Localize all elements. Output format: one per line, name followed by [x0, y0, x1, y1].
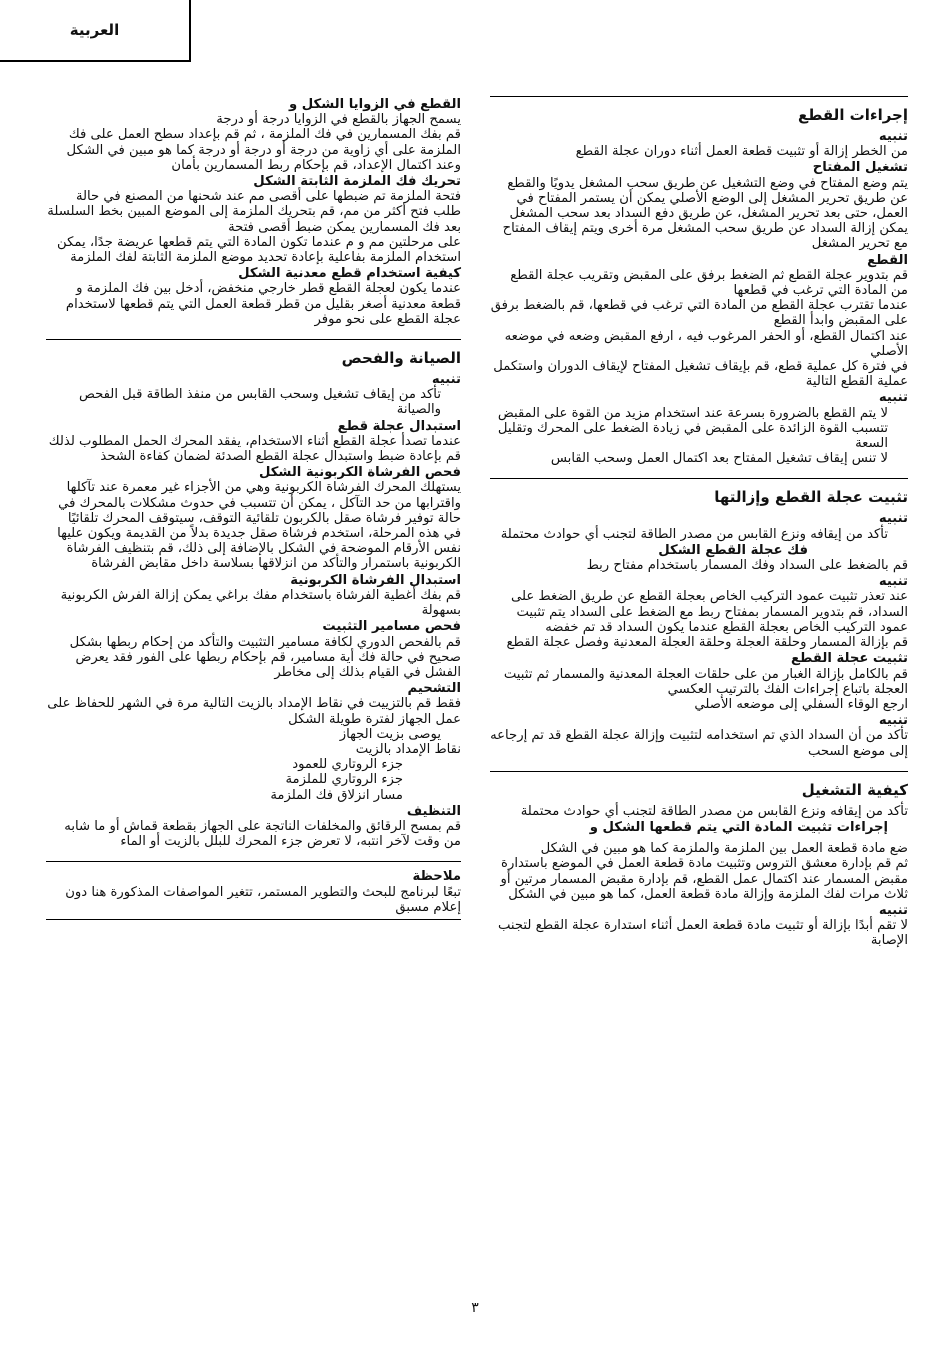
paragraph: تبعًا لبرنامج للبحث والتطوير المستمر، تتغير المواصفات المذكورة هنا دون إعلام مسبق [65, 884, 461, 915]
paragraph: ارجع الوقاء السفلي إلى موضعه الأصلي [694, 696, 908, 712]
paragraph: عندما يكون لعجلة القطع قطر خارجي منخفض، أدخل بين فك الملزمة و قطعة معدنية أصغر بقليل من قطر قطعة العمل التي يتم قطعها لاستخدام عجلة القطع على نحو موفر [65, 281, 461, 327]
language-tab: العربية [0, 0, 191, 62]
caution-item: لا يتم القطع بالضرورة بسرعة عند استخدام مزيد من القوة على المقبض [497, 405, 888, 421]
paragraph: قم بفك المسمارين في فك الملزمة ، ثم قم بإعداد سطح العمل على فك الملزمة على أي زاوية من درجة أو درجة أو درجة كما هو مبين في الشكل وعند اكتمال الإعداد، قم بإحكام ربط المسمارين بأمان [66, 127, 461, 173]
caution-text: تأكد من أن السداد الذي تم استخدامه لتثبيت وإزالة عجلة القطع قد تم إرجاعه إلى موضع السحب [490, 728, 908, 759]
paragraph: قم بفك أغطية الفرشاة باستخدام مفك براغي يمكن إزالة الفرش الكربونية بسهولة [60, 587, 461, 619]
caution-label: تنبيه [878, 574, 908, 590]
subheading-brush-check: فحص الفرشاة الكربونية الشكل [258, 465, 461, 481]
paragraph: في فترة كل عملية قطع، قم بإيقاف تشغيل المفتاح لإيقاف الدوران واستكمل عملية القطع التالية [493, 359, 908, 390]
caution-item: تتسبب القوة الزائدة على المقبض في زيادة الضغط على المحرك وتقليل السعة [497, 420, 888, 452]
subheading-angle: القطع في الزوايا الشكل و [289, 97, 461, 112]
section-angle [46, 97, 461, 327]
paragraph: قم بالفحص الدوري لكافة مسامير التثبيت والتأكد من إحكام ربطها بشكل صحيح في حالة فك أية مسامير، قم بإحكام ربطها على الفور فقد يعرض الفشل في القيام بذلك إلى مخاطر [69, 634, 461, 680]
list-item: جزء الروتاري للملزمة [285, 772, 403, 788]
paragraph: ضع مادة قطعة العمل بين الملزمة والملزمة كما هو مبين في الشكل [540, 841, 908, 857]
caution-item: لا تنس إيقاف تشغيل المفتاح بعد اكتمال العمل وسحب القابس [550, 451, 888, 467]
subheading-switch: تشغيل المفتاح [812, 160, 908, 176]
paragraph: يستهلك المحرك الفرشاة الكربونية وهي من الأجزاء غير معمرة عند تآكلها واقترابها من حد التآكل ، يمكن أن تتسبب في حدوث مشكلات بالمحرك في حالة توفير فرشاة صقل بالكربون تلقائية التوقف، سيتوقف المحرك تلقائيًا [58, 480, 461, 526]
section-mounting [490, 478, 908, 758]
section-note [46, 861, 461, 920]
list-item: مسار انزلاق فك الملزمة [270, 787, 403, 803]
caution-label: تنبيه [431, 372, 461, 388]
paragraph: قم بالكامل بإزالة الغبار من على حلقات العجلة المعدنية والمسمار ثم تثبيت العجلة باتباع إجراءات الفك بالترتيب العكسي [503, 666, 908, 697]
list-item: جزء الروتاري للعمود [292, 757, 403, 773]
subheading-note: ملاحظة [412, 869, 461, 885]
caution-label: تنبيه [878, 902, 908, 918]
paragraph: يتم وضع المفتاح في وضع التشغيل عن طريق سحب المشغل يدويًا والقطع عن طريق تحرير المشغل إلى الوضع الأصلي يمكن أن يستمر المفتاح في العمل، حتى بعد تحرير المشغل، عن طريق دفع السداد بعد سحب المشغل يمكن إزالة السداد عن طريق سحب المشغل مرة أخرى ويتم إيقاف المفتاح مع تحرير المشغل [502, 175, 908, 252]
subheading-replace-wheel: استبدال عجلة قطع [337, 418, 461, 434]
caution-label: تنبيه [878, 390, 908, 406]
paragraph: عندما تصدأ عجلة القطع أثناء الاستخدام، يفقد المحرك الحمل المطلوب لذلك قم بإعادة ضبط واستبدال عجلة القطع الصدئة لضمان كفاءة الشحذ [48, 433, 461, 465]
section-maintenance [46, 339, 461, 849]
left-column [46, 96, 461, 920]
subheading-clamp: إجراءات تثبيت المادة التي يتم قطعها الشكل و [589, 819, 888, 835]
subheading-remove: فك عجلة القطع الشكل [658, 542, 808, 558]
caution-label: تنبيه [878, 713, 908, 729]
subheading-fixed-clamp: تحريك فك الملزمة الثابتة الشكل [253, 174, 461, 190]
section-title-maintenance: الصيانة والفحص [341, 349, 461, 368]
paragraph: في هذه المرحلة، استخدم فرشاة صقل جديدة بدلاً من القديمة ويكون عليها نفس الأرقام الموضحة في الشكل بالإضافة إلى ذلك، قم بتنظيف الفرشاة الكربونية باستمرار والتأكد من انزلاقها بسلاسة داخل مقابض الفرشاة [57, 526, 461, 572]
caution-text: من الخطر إزالة أو تثبيت قطعة العمل أثناء دوران عجلة القطع [575, 144, 908, 160]
caution-text: عند تعذر تثبيت عمود التركيب الخاص بعجلة القطع عن طريق الضغط على السداد، قم بتدوير المسمار بمفتاح ربط مع الضغط على السداد يتم تثبيت عمود التركيب الخاص بعجلة القطع عندما يكون السداد قد تم خفضه [511, 589, 908, 635]
subheading-brush-replace: استبدال الفرشاة الكربونية [290, 572, 461, 588]
paragraph: قم بمسح الرقائق والمخلفات الناتجة على الجهاز بقطعة قماش أو ما شابه من وقت لآخر انتبه، لا تعرض جزء المحرك للبلل بالزيت أو الماء [64, 818, 461, 850]
page-number: ٣ [471, 1300, 479, 1316]
caution-label: تنبيه [878, 511, 908, 527]
paragraph: يسمح الجهاز بالقطع في الزوايا درجة أو درجة [216, 112, 461, 128]
caution-text: تأكد من إيقاف تشغيل وسحب القابس من منفذ الطاقة قبل الفحص والصيانة [78, 387, 441, 418]
paragraph: فقط قم بالتزييت في نقاط الإمداد بالزيت التالية مرة في الشهر للحفاظ على عمل الجهاز لفترة طويلة الشكل [47, 696, 461, 727]
subheading-metal-piece: كيفية استخدام قطع معدنية الشكل [238, 266, 461, 282]
section-cutting [490, 96, 908, 466]
subheading-screws: فحص مسامير التثبيت [322, 619, 461, 635]
subheading-install: تثبيت عجلة القطع [791, 651, 908, 667]
subheading-lubrication: التشحيم [407, 681, 461, 697]
paragraph: تأكد من إيقافه ونزع القابس من مصدر الطاقة لتجنب أي حوادث محتملة [520, 803, 908, 819]
section-operation [490, 771, 908, 949]
paragraph: يوصى بزيت الجهاز [339, 726, 441, 742]
paragraph: قم بالضغط على السداد وفك المسمار باستخدام مفتاح ربط [586, 558, 908, 574]
right-column [490, 96, 908, 949]
subheading-cut: القطع [867, 252, 908, 268]
section-title-cutting: إجراءات القطع [798, 106, 908, 124]
paragraph: قم بتدوير عجلة القطع ثم الضغط برفق على المقبض وتقريب عجلة القطع من المادة التي ترغب في قطعها [510, 267, 908, 299]
paragraph: نقاط الإمداد بالزيت [355, 741, 461, 757]
caution-text: تأكد من إيقافه ونزع القابس من مصدر الطاقة لتجنب أي حوادث محتملة [500, 526, 888, 542]
paragraph: عند اكتمال القطع، أو الحفر المرغوب فيه ، ارفع المقبض وضعه في موضعه الأصلي [504, 328, 908, 359]
caution-text: قم بإزالة المسمار وحلقة العجلة وحلقة العجلة المعدنية وفصل عجلة القطع [506, 635, 908, 651]
section-title-operation: كيفية التشغيل [801, 780, 908, 799]
caution-text: لا تقم أبدًا بإزالة أو تثبيت مادة قطعة العمل أثناء استدارة عجلة القطع لتجنب الإصابة [497, 918, 908, 949]
paragraph: فتحة الملزمة تم ضبطها على أقصى مم عند شحنها من المصنع في حالة طلب فتح أكثر من مم، قم بتحريك الملزمة إلى الموضع المبين بخط السلسلة بعد فك المسمارين يمكن ضبط أقصى فتحة [47, 189, 461, 235]
subheading-cleaning: التنظيف [406, 803, 461, 819]
paragraph: عندما تقترب عجلة القطع من المادة التي ترغب في قطعها، قم بالضغط برفق على المقبض وابدأ القطع [490, 298, 908, 329]
paragraph: على مرحلتين مم و م عندما تكون المادة التي يتم قطعها عريضة جدًا، يمكن استخدام الملزمة بفاعلية بإعادة تحديد موضع الملزمة الثابتة لفك الملزمة [57, 234, 461, 266]
section-title-mounting: تثبيت عجلة القطع وإزالتها [714, 488, 908, 507]
caution-label: تنبيه [878, 129, 908, 144]
paragraph: ثم قم بإدارة معشق التروس وتثبيت مادة قطعة العمل في الموضع باستدارة مقبض المسمار عند اكتمال عمل القطع، قم بإدارة مقبض المسمار مرتين أو ثلاث مرات لفك الملزمة وإزالة مادة قطعة العمل، كما هو مبين في الشكل [500, 856, 908, 902]
